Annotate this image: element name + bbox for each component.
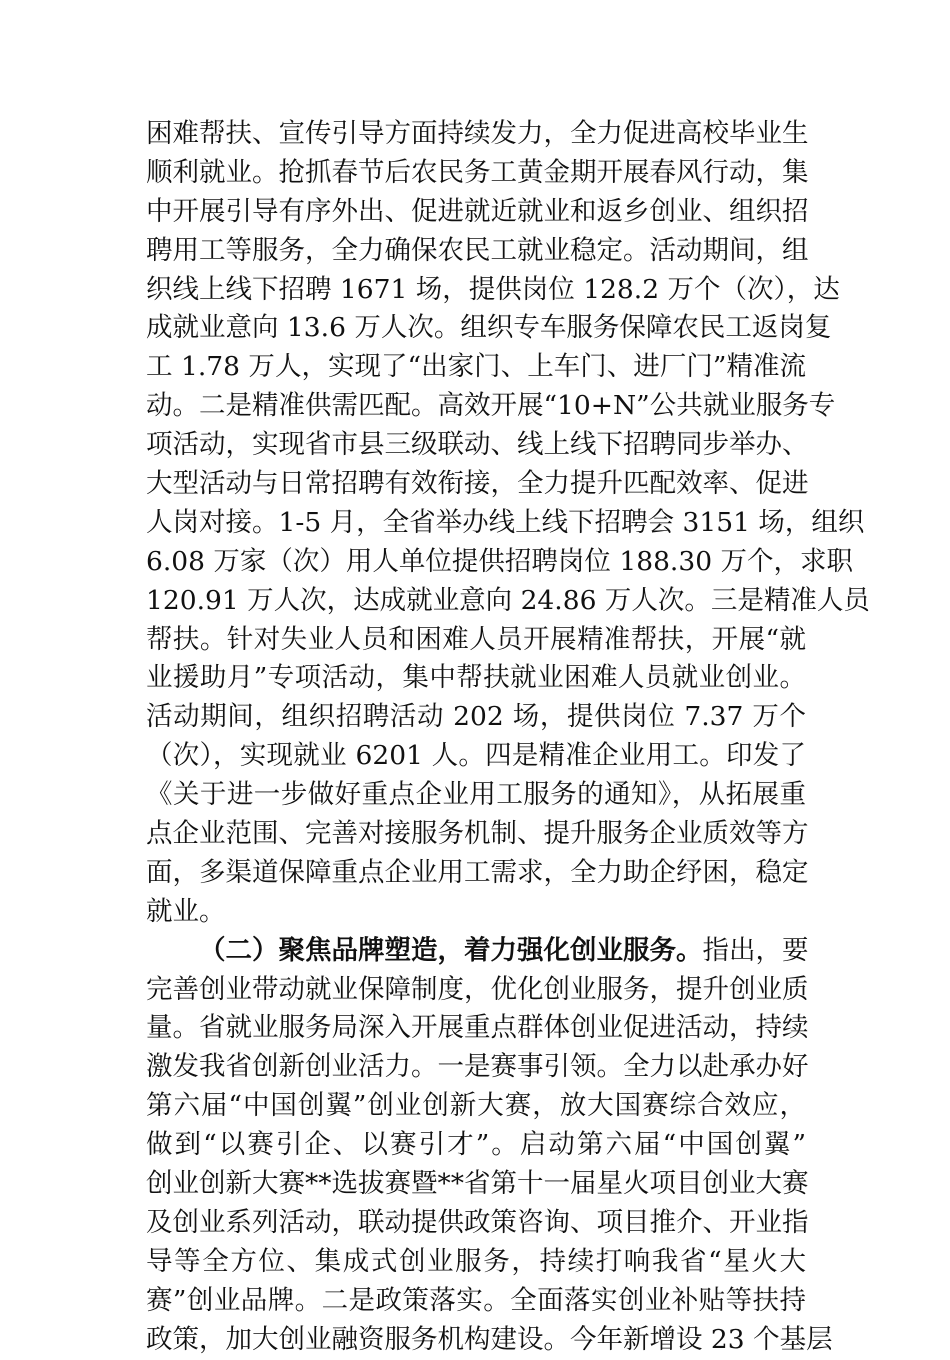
paragraph-line: 中开展引导有序外出、促进就近就业和返乡创业、组织招 <box>146 195 809 227</box>
paragraph-line: 120.91 万人次，达成就业意向 24.86 万人次。三是精准人员 <box>146 584 870 616</box>
paragraph-line: 面，多渠道保障重点企业用工需求，全力助企纾困，稳定 <box>146 856 809 888</box>
paragraph-line: 《关于进一步做好重点企业用工服务的通知》，从拓展重 <box>146 779 806 811</box>
paragraph-line: 困难帮扶、宣传引导方面持续发力，全力促进高校毕业生 <box>146 118 809 149</box>
section-heading: （二）聚焦品牌塑造，着力强化创业服务。 <box>199 934 703 966</box>
paragraph-line: （次），实现就业 6201 人。四是精准企业用工。印发了 <box>146 740 806 772</box>
paragraph-line: 成就业意向 13.6 万人次。组织专车服务保障农民工返岗复 <box>146 312 832 344</box>
paragraph-line: 动。二是精准供需匹配。高效开展“10+N”公共就业服务专 <box>146 390 836 422</box>
paragraph-line: 做到“以赛引企、以赛引才”。启动第六届“中国创翼” <box>146 1129 806 1161</box>
paragraph-line: 赛”创业品牌。二是政策落实。全面落实创业补贴等扶持 <box>146 1284 806 1316</box>
paragraph-line: 业援助月”专项活动，集中帮扶就业困难人员就业创业。 <box>146 662 806 694</box>
paragraph-line: 大型活动与日常招聘有效衔接，全力提升匹配效率、促进 <box>146 468 809 500</box>
paragraph-line: 就业。 <box>146 895 226 927</box>
paragraph-line: 项活动，实现省市县三级联动、线上线下招聘同步举办、 <box>146 429 809 461</box>
paragraph-line: 量。省就业服务局深入开展重点群体创业促进活动，持续 <box>146 1012 809 1044</box>
section-heading-tail: 指出，要 <box>702 934 809 966</box>
section-heading-line <box>146 932 809 971</box>
paragraph-line: 政策，加大创业融资服务机构建设。今年新增设 23 个基层 <box>146 1323 833 1355</box>
paragraph-line: 点企业范围、完善对接服务机制、提升服务企业质效等方 <box>146 818 809 850</box>
paragraph-line: 活动期间，组织招聘活动 202 场，提供岗位 7.37 万个 <box>146 701 806 733</box>
paragraph-line: 创业创新大赛**选拔赛暨**省第十一届星火项目创业大赛 <box>146 1168 809 1200</box>
paragraph-line: 人岗对接。1-5 月，全省举办线上线下招聘会 3151 场，组织 <box>146 506 865 538</box>
paragraph-line: 工 1.78 万人，实现了“出家门、上车门、进厂门”精准流 <box>146 351 806 383</box>
paragraph-line: 导等全方位、集成式创业服务，持续打响我省“星火大 <box>146 1245 806 1277</box>
document-body <box>146 115 870 1360</box>
paragraph-line: 顺利就业。抢抓春节后农民务工黄金期开展春风行动，集 <box>146 156 809 188</box>
paragraph-line: 及创业系列活动，联动提供政策咨询、项目推介、开业指 <box>146 1206 809 1238</box>
paragraph-line: 第六届“中国创翼”创业创新大赛，放大国赛综合效应， <box>146 1090 806 1122</box>
paragraph-line: 6.08 万家（次）用人单位提供招聘岗位 188.30 万个，求职 <box>146 545 853 577</box>
paragraph-line: 完善创业带动就业保障制度，优化创业服务，提升创业质 <box>146 973 809 1005</box>
paragraph-line: 织线上线下招聘 1671 场，提供岗位 128.2 万个（次），达 <box>146 273 840 305</box>
paragraph-line: 激发我省创新创业活力。一是赛事引领。全力以赴承办好 <box>146 1051 809 1083</box>
paragraph-line: 聘用工等服务，全力确保农民工就业稳定。活动期间，组 <box>146 234 809 266</box>
paragraph-line: 帮扶。针对失业人员和困难人员开展精准帮扶，开展“就 <box>146 623 806 655</box>
